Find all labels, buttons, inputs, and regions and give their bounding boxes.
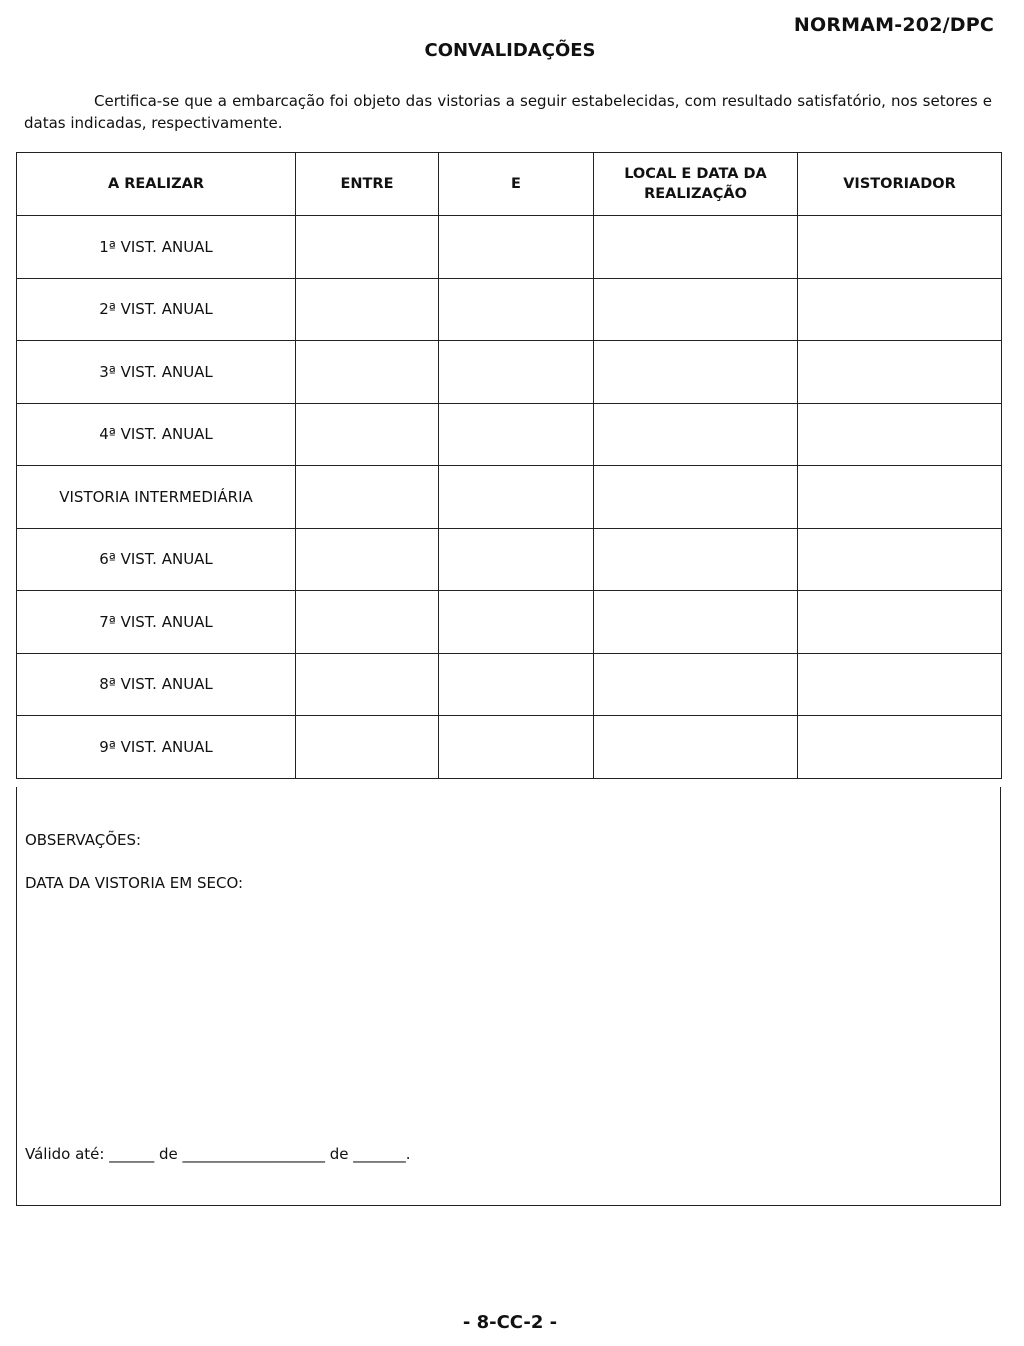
table-row xyxy=(17,653,1002,716)
survey-label: 6ª VIST. ANUAL xyxy=(17,528,296,591)
vistoriador-cell[interactable] xyxy=(798,528,1002,591)
vistoriador-cell[interactable] xyxy=(798,216,1002,279)
e-cell[interactable] xyxy=(439,591,594,654)
table-header-row xyxy=(17,153,1002,216)
document-code: NORMAM-202/DPC xyxy=(793,14,994,36)
header-entre: ENTRE xyxy=(296,153,439,216)
table-row xyxy=(17,341,1002,404)
local-data-cell[interactable] xyxy=(594,528,798,591)
survey-label: VISTORIA INTERMEDIÁRIA xyxy=(17,466,296,529)
table-row xyxy=(17,528,1002,591)
e-cell[interactable] xyxy=(439,341,594,404)
observations-label: OBSERVAÇÕES: xyxy=(25,831,142,849)
survey-label: 4ª VIST. ANUAL xyxy=(17,403,296,466)
surveys-table xyxy=(16,152,1002,779)
entre-cell[interactable] xyxy=(296,341,439,404)
header-e: E xyxy=(439,153,594,216)
local-data-cell[interactable] xyxy=(594,403,798,466)
table-row xyxy=(17,716,1002,779)
page-number: - 8-CC-2 - xyxy=(462,1312,558,1333)
local-data-cell[interactable] xyxy=(594,653,798,716)
survey-label: 8ª VIST. ANUAL xyxy=(17,653,296,716)
entre-cell[interactable] xyxy=(296,403,439,466)
document-title: CONVALIDAÇÕES xyxy=(424,40,596,61)
table-row xyxy=(17,466,1002,529)
survey-label: 9ª VIST. ANUAL xyxy=(17,716,296,779)
table-row xyxy=(17,591,1002,654)
valid-until-line: Válido até: ______ de ___________________ de _______. xyxy=(25,1145,411,1163)
survey-label: 3ª VIST. ANUAL xyxy=(17,341,296,404)
vistoriador-cell[interactable] xyxy=(798,341,1002,404)
local-data-cell[interactable] xyxy=(594,341,798,404)
vistoriador-cell[interactable] xyxy=(798,653,1002,716)
header-local-data: LOCAL E DATA DA REALIZAÇÃO xyxy=(594,153,798,216)
e-cell[interactable] xyxy=(439,403,594,466)
dry-survey-date-label: DATA DA VISTORIA EM SECO: xyxy=(25,874,244,892)
e-cell[interactable] xyxy=(439,716,594,779)
local-data-cell[interactable] xyxy=(594,216,798,279)
table-row xyxy=(17,216,1002,279)
survey-label: 2ª VIST. ANUAL xyxy=(17,278,296,341)
vistoriador-cell[interactable] xyxy=(798,591,1002,654)
header-vistoriador: VISTORIADOR xyxy=(798,153,1002,216)
entre-cell[interactable] xyxy=(296,591,439,654)
local-data-cell[interactable] xyxy=(594,466,798,529)
e-cell[interactable] xyxy=(439,653,594,716)
vistoriador-cell[interactable] xyxy=(798,403,1002,466)
entre-cell[interactable] xyxy=(296,716,439,779)
table-row xyxy=(17,403,1002,466)
local-data-cell[interactable] xyxy=(594,591,798,654)
entre-cell[interactable] xyxy=(296,466,439,529)
intro-text: Certifica-se que a embarcação foi objeto das vistorias a seguir estabelecidas, com resultado satisfatório, nos setores e datas indicadas, respectivamente. xyxy=(24,92,992,132)
local-data-cell[interactable] xyxy=(594,716,798,779)
intro-paragraph xyxy=(24,90,992,134)
e-cell[interactable] xyxy=(439,466,594,529)
e-cell[interactable] xyxy=(439,528,594,591)
entre-cell[interactable] xyxy=(296,528,439,591)
vistoriador-cell[interactable] xyxy=(798,278,1002,341)
table-body xyxy=(17,216,1002,779)
e-cell[interactable] xyxy=(439,216,594,279)
entre-cell[interactable] xyxy=(296,653,439,716)
e-cell[interactable] xyxy=(439,278,594,341)
vistoriador-cell[interactable] xyxy=(798,466,1002,529)
vistoriador-cell[interactable] xyxy=(798,716,1002,779)
header-a-realizar: A REALIZAR xyxy=(17,153,296,216)
survey-label: 1ª VIST. ANUAL xyxy=(17,216,296,279)
local-data-cell[interactable] xyxy=(594,278,798,341)
entre-cell[interactable] xyxy=(296,278,439,341)
observations-box xyxy=(16,787,1001,1206)
entre-cell[interactable] xyxy=(296,216,439,279)
table-row xyxy=(17,278,1002,341)
survey-label: 7ª VIST. ANUAL xyxy=(17,591,296,654)
